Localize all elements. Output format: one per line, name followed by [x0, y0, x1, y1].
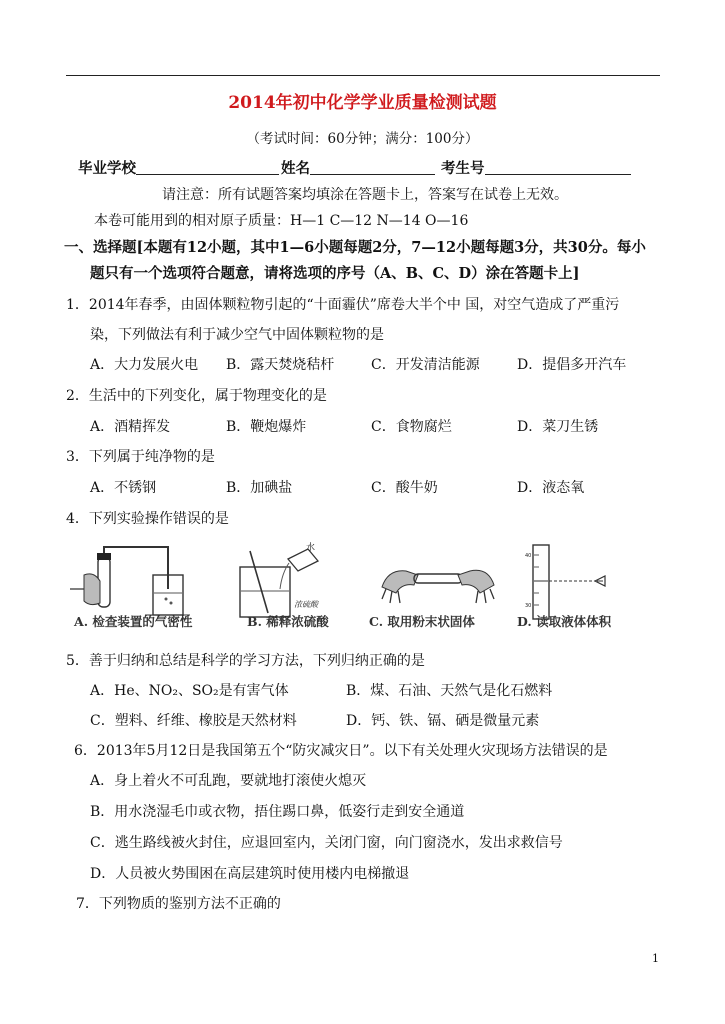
q1-option-b[interactable]: B．露天焚烧秸杆 — [226, 357, 335, 373]
q3-option-a[interactable]: A．不锈钢 — [90, 480, 157, 496]
atomic-masses: 本卷可能用到的相对原子质量：H—1 C—12 N—14 O—16 — [94, 213, 469, 229]
name-blank[interactable] — [310, 159, 435, 175]
figure-d-tick-40: 40 — [525, 553, 532, 559]
figure-d-tick-30: 30 — [525, 603, 532, 609]
q3-stem: 3．下列属于纯净物的是 — [66, 449, 215, 465]
q3-option-d[interactable]: D．液态氧 — [517, 480, 585, 496]
figure-b-caption: B. 稀释浓硫酸 — [247, 614, 329, 629]
student-id-field — [441, 157, 631, 178]
student-id-label: 考生号 — [441, 160, 485, 177]
figure-d-caption: D. 读取液体体积 — [517, 614, 612, 629]
q5-option-c[interactable]: C．塑料、纤维、橡胶是天然材料 — [90, 713, 297, 729]
q2-option-a[interactable]: A．酒精挥发 — [90, 419, 171, 435]
q5-option-a[interactable]: A．He、NO₂、SO₂是有害气体 — [90, 683, 289, 699]
figure-a-caption: A. 检查装置的气密性 — [74, 614, 193, 629]
section-heading-line1: 一、选择题[本题有12小题，其中1—6小题每题2分，7—12小题每题3分，共30分。每小 — [64, 239, 646, 256]
top-rule — [66, 75, 660, 76]
student-id-blank[interactable] — [485, 159, 631, 175]
q6-option-a[interactable]: A．身上着火不可乱跑，要就地打滚使火熄灭 — [90, 773, 367, 789]
q2-option-d[interactable]: D．菜刀生锈 — [517, 419, 599, 435]
q2-stem: 2．生活中的下列变化，属于物理变化的是 — [66, 388, 327, 404]
q5-option-b[interactable]: B．煤、石油、天然气是化石燃料 — [346, 683, 553, 699]
school-blank[interactable] — [136, 159, 279, 175]
q1-option-d[interactable]: D．提倡多开汽车 — [517, 357, 627, 373]
q6-option-d[interactable]: D．人员被火势围困在高层建筑时使用楼内电梯撤退 — [90, 866, 410, 882]
q1-option-c[interactable]: C．开发清洁能源 — [371, 357, 480, 373]
q6-option-c[interactable]: C．逃生路线被火封住，应退回室内，关闭门窗，向门窗浇水，发出求救信号 — [90, 835, 563, 851]
page-number: 1 — [652, 952, 659, 965]
q1-stem-cont: 染，下列做法有利于减少空气中固体颗粒物的是 — [90, 327, 384, 343]
q2-option-b[interactable]: B．鞭炮爆炸 — [226, 419, 307, 435]
q2-option-c[interactable]: C．食物腐烂 — [371, 419, 452, 435]
q3-option-b[interactable]: B．加碘盐 — [226, 480, 293, 496]
q1-stem: 1．2014年春季，由固体颗粒物引起的“十面霾伏”席卷大半个中 国，对空气造成了严重污 — [66, 297, 620, 313]
school-label: 毕业学校 — [78, 160, 136, 177]
name-field — [281, 157, 435, 178]
figure-b-water-label: 水 — [306, 543, 316, 553]
exam-subtitle: （考试时间：60分钟；满分：100分） — [246, 131, 479, 147]
q6-stem: 6．2013年5月12日是我国第五个“防灾减灾日”。以下有关处理火灾现场方法错误的是 — [74, 743, 608, 759]
q5-stem: 5．善于归纳和总结是科学的学习方法，下列归纳正确的是 — [66, 653, 425, 669]
q7-stem: 7．下列物质的鉴别方法不正确的 — [76, 896, 281, 912]
figure-c-caption: C. 取用粉末状固体 — [369, 614, 475, 629]
q5-option-d[interactable]: D．钙、铁、镉、硒是微量元素 — [346, 713, 540, 729]
q1-option-a[interactable]: A．大力发展火电 — [90, 357, 199, 373]
q6-option-b[interactable]: B．用水浇湿毛巾或衣物，捂住踢口鼻，低姿行走到安全通道 — [90, 804, 465, 820]
q4-stem: 4．下列实验操作错误的是 — [66, 511, 229, 527]
q3-option-c[interactable]: C．酸牛奶 — [371, 480, 438, 496]
school-field — [78, 157, 279, 178]
notice: 请注意：所有试题答案均填涂在答题卡上，答案写在试卷上无效。 — [162, 187, 568, 203]
name-label: 姓名 — [281, 160, 310, 177]
section-heading-line2: 题只有一个选项符合题意，请将选项的序号（A、B、C、D）涂在答题卡上] — [90, 265, 580, 282]
exam-title: 2014年初中化学学业质量检测试题 — [228, 93, 497, 113]
figure-b-acid-label: 浓硫酸 — [294, 600, 318, 609]
